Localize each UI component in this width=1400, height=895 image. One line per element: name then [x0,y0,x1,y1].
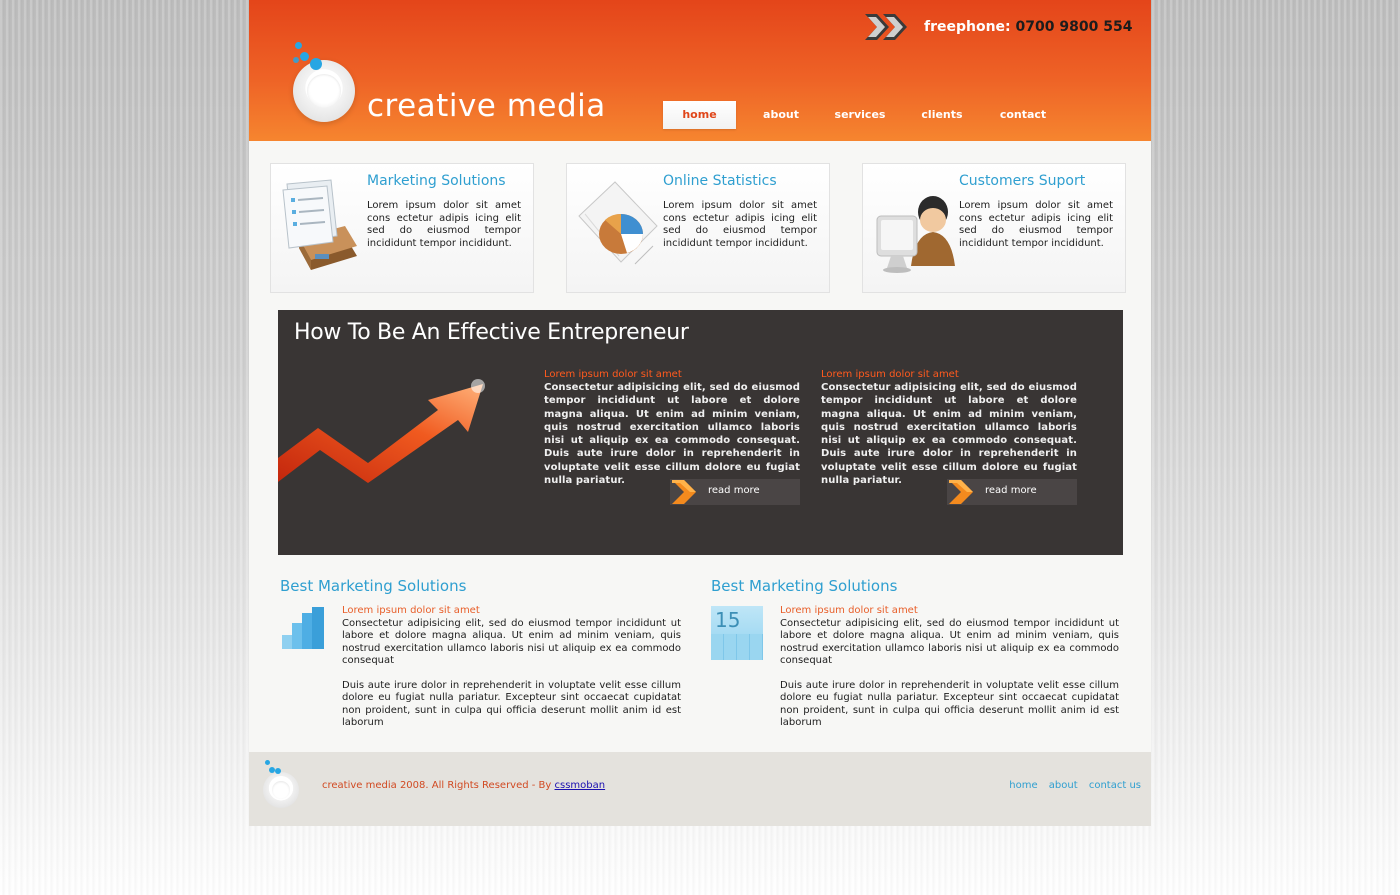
phone-label: freephone: [924,19,1011,35]
feature-title: Marketing Solutions [367,173,506,189]
nav-services[interactable]: services [834,108,886,121]
nav-home[interactable]: home [663,101,736,129]
read-more-label: read more [708,485,760,496]
credit-link[interactable]: cssmoban [554,780,606,791]
promo-banner [278,310,1123,555]
section-title: Best Marketing Solutions [280,577,467,595]
logo-dot-icon [293,57,299,63]
section-subtitle: Lorem ipsum dolor sit amet [342,605,480,616]
pie-chart-icon [575,176,659,276]
chevron-right-icon [670,479,698,505]
feature-box-marketing [270,163,534,293]
double-chevron-icon [865,12,913,42]
growth-arrow-icon [278,358,518,555]
chevron-right-icon [947,479,975,505]
feature-text: Lorem ipsum dolor sit amet cons ectetur adipis icing elit sed do eiusmod tempor incididunt tempor incididunt. [663,200,817,249]
read-more-label: read more [985,485,1037,496]
calendar-icon [711,606,763,660]
section-paragraph: Duis aute irure dolor in reprehenderit in voluptate velit esse cillum dolore eu fugiat nulla pariatur. Excepteur sint occaecat cupidatat non proident, sunt in culpa qui officia deserunt mollit anim id est laborum [780,680,1119,728]
logo-text: creative media [367,88,606,124]
logo-dot-icon [310,58,322,70]
logo-circle-icon [293,60,355,122]
logo-dot-icon [295,42,302,49]
feature-text: Lorem ipsum dolor sit amet cons ectetur adipis icing elit sed do eiusmod tempor incididunt tempor incididunt. [959,200,1113,249]
footer-link-about[interactable]: about [1048,780,1078,791]
banner-column-subtitle: Lorem ipsum dolor sit amet [544,369,682,380]
section-paragraph: Consectetur adipisicing elit, sed do eiusmod tempor incididunt ut labore et dolore magna aliqua. Ut enim ad minim veniam, quis nostrud exercitation ullamco laboris nisi ut aliquip ex ea commodo consequat [780,618,1119,666]
footer-link-contact[interactable]: contact us [1088,780,1141,791]
section-paragraph: Duis aute irure dolor in reprehenderit in voluptate velit esse cillum dolore eu fugiat nulla pariatur. Excepteur sint occaecat cupidatat non proident, sunt in culpa qui officia deserunt mollit anim id est laborum [342,680,681,728]
banner-column [821,368,1077,487]
feature-text: Lorem ipsum dolor sit amet cons ectetur adipis icing elit sed do eiusmod tempor incididunt tempor incididunt. [367,200,521,249]
footer-logo-dot-icon [275,768,281,774]
calendar-day: 15 [715,608,741,632]
site-header [249,0,1151,141]
support-person-icon [871,176,955,276]
feature-title: Online Statistics [663,173,777,189]
copyright-text: creative media 2008. All Rights Reserved - By [322,780,555,791]
section-subtitle: Lorem ipsum dolor sit amet [780,605,918,616]
feature-box-statistics [566,163,830,293]
nav-clients[interactable]: clients [921,108,963,121]
footer-links [1001,780,1141,791]
phone-number: 0700 9800 554 [1015,19,1133,35]
footer-logo-icon [263,772,299,808]
section-paragraph: Consectetur adipisicing elit, sed do eiusmod tempor incididunt ut labore et dolore magna aliqua. Ut enim ad minim veniam, quis nostrud exercitation ullamco laboris nisi ut aliquip ex ea commodo consequat [342,618,681,666]
read-more-button[interactable] [670,479,800,505]
banner-column-text: Consectetur adipisicing elit, sed do eiusmod tempor incididunt ut labore et dolore magna aliqua. Ut enim ad minim veniam, quis nostrud exercitation ullamco laboris nisi ut aliquip ex ea commodo consequat. Duis aute irure dolor in reprehenderit in voluptate velit esse cillum dolore eu fugiat nulla pariatur. [821,382,1077,487]
footer-copyright [322,780,605,791]
section-title: Best Marketing Solutions [711,577,898,595]
page-container [249,0,1151,826]
read-more-button[interactable] [947,479,1077,505]
footer-link-home[interactable]: home [1009,780,1038,791]
phone-info [924,19,1132,35]
documents-box-icon [279,176,363,276]
bar-chart-icon [280,605,326,651]
nav-about[interactable]: about [763,108,799,121]
nav-contact[interactable]: contact [999,108,1047,121]
feature-title: Customers Suport [959,173,1086,189]
banner-title: How To Be An Effective Entrepreneur [294,320,689,345]
banner-column [544,368,800,487]
footer-logo-dot-icon [265,760,270,765]
feature-box-support [862,163,1126,293]
banner-column-text: Consectetur adipisicing elit, sed do eiusmod tempor incididunt ut labore et dolore magna aliqua. Ut enim ad minim veniam, quis nostrud exercitation ullamco laboris nisi ut aliquip ex ea commodo consequat. Duis aute irure dolor in reprehenderit in voluptate velit esse cillum dolore eu fugiat nulla pariatur. [544,382,800,487]
calendar-grid [711,634,763,660]
banner-column-subtitle: Lorem ipsum dolor sit amet [821,369,959,380]
site-footer [249,752,1151,826]
logo-dot-icon [300,52,309,61]
